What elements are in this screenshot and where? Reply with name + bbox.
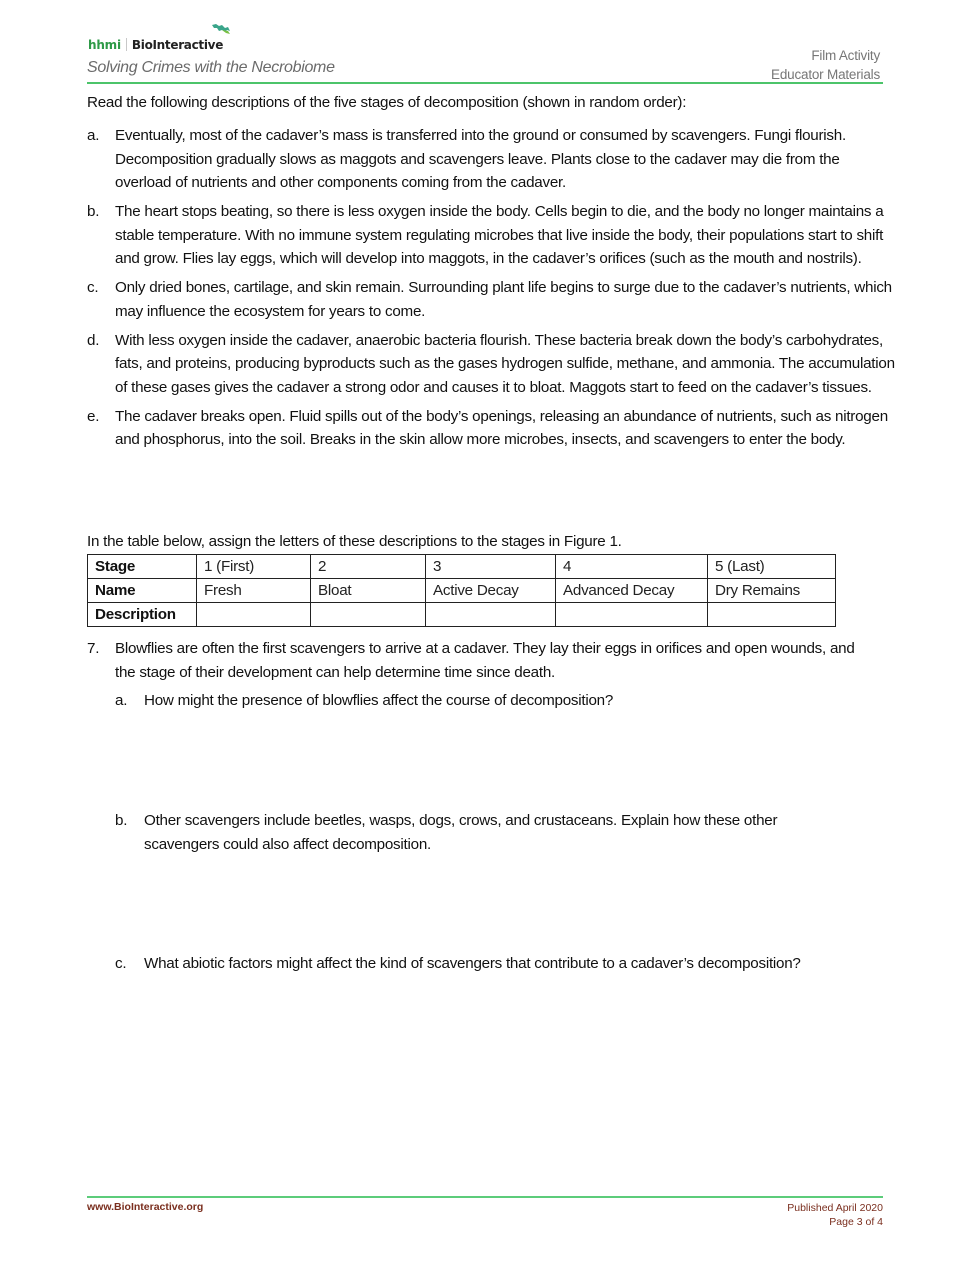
item-text: The cadaver breaks open. Fluid spills out of the body’s openings, releasing an abundance of nutrients, such as nitrogen and phosphorus, into the soil. Breaks in the skin allow more microbes, insects, and scavengers to enter the body. xyxy=(115,407,888,448)
hhmi-biointeractive-logo xyxy=(88,22,223,52)
subquestion-text: Other scavengers include beetles, wasps, dogs, crows, and crustaceans. Explain how these other scavengers could also affect decomposition. xyxy=(144,812,778,853)
question-number: 7. xyxy=(87,640,100,657)
item-text: With less oxygen inside the cadaver, anaerobic bacteria flourish. These bacteria break down the body’s carbohydrates, fats, and proteins, producing byproducts such as the gases hydrogen sulfide, methane, and ammonia. The accumulation of these gases gives the cadaver a strong odor and causes it to bloat. Maggots start to feed on the cadaver’s tissues. xyxy=(115,331,895,396)
row-header: Name xyxy=(88,579,197,603)
name-cell: Active Decay xyxy=(426,579,556,603)
question-7a xyxy=(115,689,885,713)
stage-cell: 1 (First) xyxy=(197,555,311,579)
document-type xyxy=(771,46,880,84)
description-item xyxy=(87,124,897,195)
question-7b xyxy=(115,809,855,856)
table-row-description xyxy=(88,603,836,627)
answer-space-7b[interactable] xyxy=(144,860,884,945)
published-date: Published April 2020 xyxy=(787,1202,883,1214)
subquestion-text: What abiotic factors might affect the kind of scavengers that contribute to a cadaver’s decomposition? xyxy=(144,955,801,972)
decomposition-descriptions-list xyxy=(87,124,897,457)
row-header: Stage xyxy=(88,555,197,579)
doc-type-educator-materials: Educator Materials xyxy=(771,67,880,82)
name-cell: Advanced Decay xyxy=(556,579,708,603)
description-answer-cell[interactable] xyxy=(556,603,708,627)
answer-space-7a[interactable] xyxy=(144,716,884,801)
subquestion-marker: b. xyxy=(115,812,128,829)
description-item xyxy=(87,405,897,452)
footer-website-link[interactable]: www.BioInteractive.org xyxy=(87,1201,204,1213)
footer-divider xyxy=(87,1196,883,1198)
document-title: Solving Crimes with the Necrobiome xyxy=(87,59,335,76)
header-divider xyxy=(87,82,883,84)
footer-info xyxy=(787,1201,883,1229)
subquestion-marker: c. xyxy=(115,955,127,972)
item-marker: d. xyxy=(87,331,100,349)
logo-hhmi-text: hhmi xyxy=(88,38,121,52)
stage-cell: 5 (Last) xyxy=(708,555,836,579)
name-cell: Fresh xyxy=(197,579,311,603)
description-item xyxy=(87,200,897,271)
question-7 xyxy=(87,637,857,684)
stages-table xyxy=(87,554,836,627)
description-answer-cell[interactable] xyxy=(197,603,311,627)
stage-cell: 3 xyxy=(426,555,556,579)
item-text: Only dried bones, cartilage, and skin remain. Surrounding plant life begins to surge due to the cadaver’s nutrients, which may influence the ecosystem for years to come. xyxy=(115,279,892,320)
description-item xyxy=(87,276,897,323)
description-answer-cell[interactable] xyxy=(708,603,836,627)
stage-cell: 2 xyxy=(311,555,426,579)
item-marker: e. xyxy=(87,407,100,425)
doc-type-film-activity: Film Activity xyxy=(811,48,880,63)
item-marker: c. xyxy=(87,279,99,296)
item-text: The heart stops beating, so there is less oxygen inside the body. Cells begin to die, and the body no longer maintains a stable temperature. With no immune system regulating microbes that live inside the body, their populations start to shift and grow. Flies lay eggs, which will develop into maggots, in the cadaver’s orifices (such as the mouth and nostrils). xyxy=(115,203,884,267)
item-marker: a. xyxy=(87,127,100,144)
name-cell: Bloat xyxy=(311,579,426,603)
name-cell: Dry Remains xyxy=(708,579,836,603)
page-number: Page 3 of 4 xyxy=(829,1216,883,1228)
lizard-icon xyxy=(210,22,232,36)
item-text: Eventually, most of the cadaver’s mass is transferred into the ground or consumed by scavengers. Fungi flourish. Decomposition gradually slows as maggots and scavengers leave. Plants close to the cadaver may die from the overload of nutrients and other components coming from the cadaver. xyxy=(115,127,846,191)
subquestion-marker: a. xyxy=(115,692,128,709)
subquestion-text: How might the presence of blowflies affect the course of decomposition? xyxy=(144,692,614,709)
question-text: Blowflies are often the first scavengers to arrive at a cadaver. They lay their eggs in orifices and open wounds, and the stage of their development can help determine time since death. xyxy=(115,640,855,681)
description-item xyxy=(87,329,897,400)
item-marker: b. xyxy=(87,203,100,220)
stage-cell: 4 xyxy=(556,555,708,579)
row-header: Description xyxy=(88,603,197,627)
answer-space-7c[interactable] xyxy=(144,980,884,1180)
table-instructions: In the table below, assign the letters of these descriptions to the stages in Figure 1. xyxy=(87,533,622,550)
logo-divider xyxy=(126,38,127,51)
description-answer-cell[interactable] xyxy=(426,603,556,627)
table-row-name xyxy=(88,579,836,603)
table-row-stage xyxy=(88,555,836,579)
question-7c xyxy=(115,952,885,976)
description-answer-cell[interactable] xyxy=(311,603,426,627)
intro-text: Read the following descriptions of the five stages of decomposition (shown in random order): xyxy=(87,94,687,111)
logo-biointeractive-text: BioInteractive xyxy=(131,38,224,52)
